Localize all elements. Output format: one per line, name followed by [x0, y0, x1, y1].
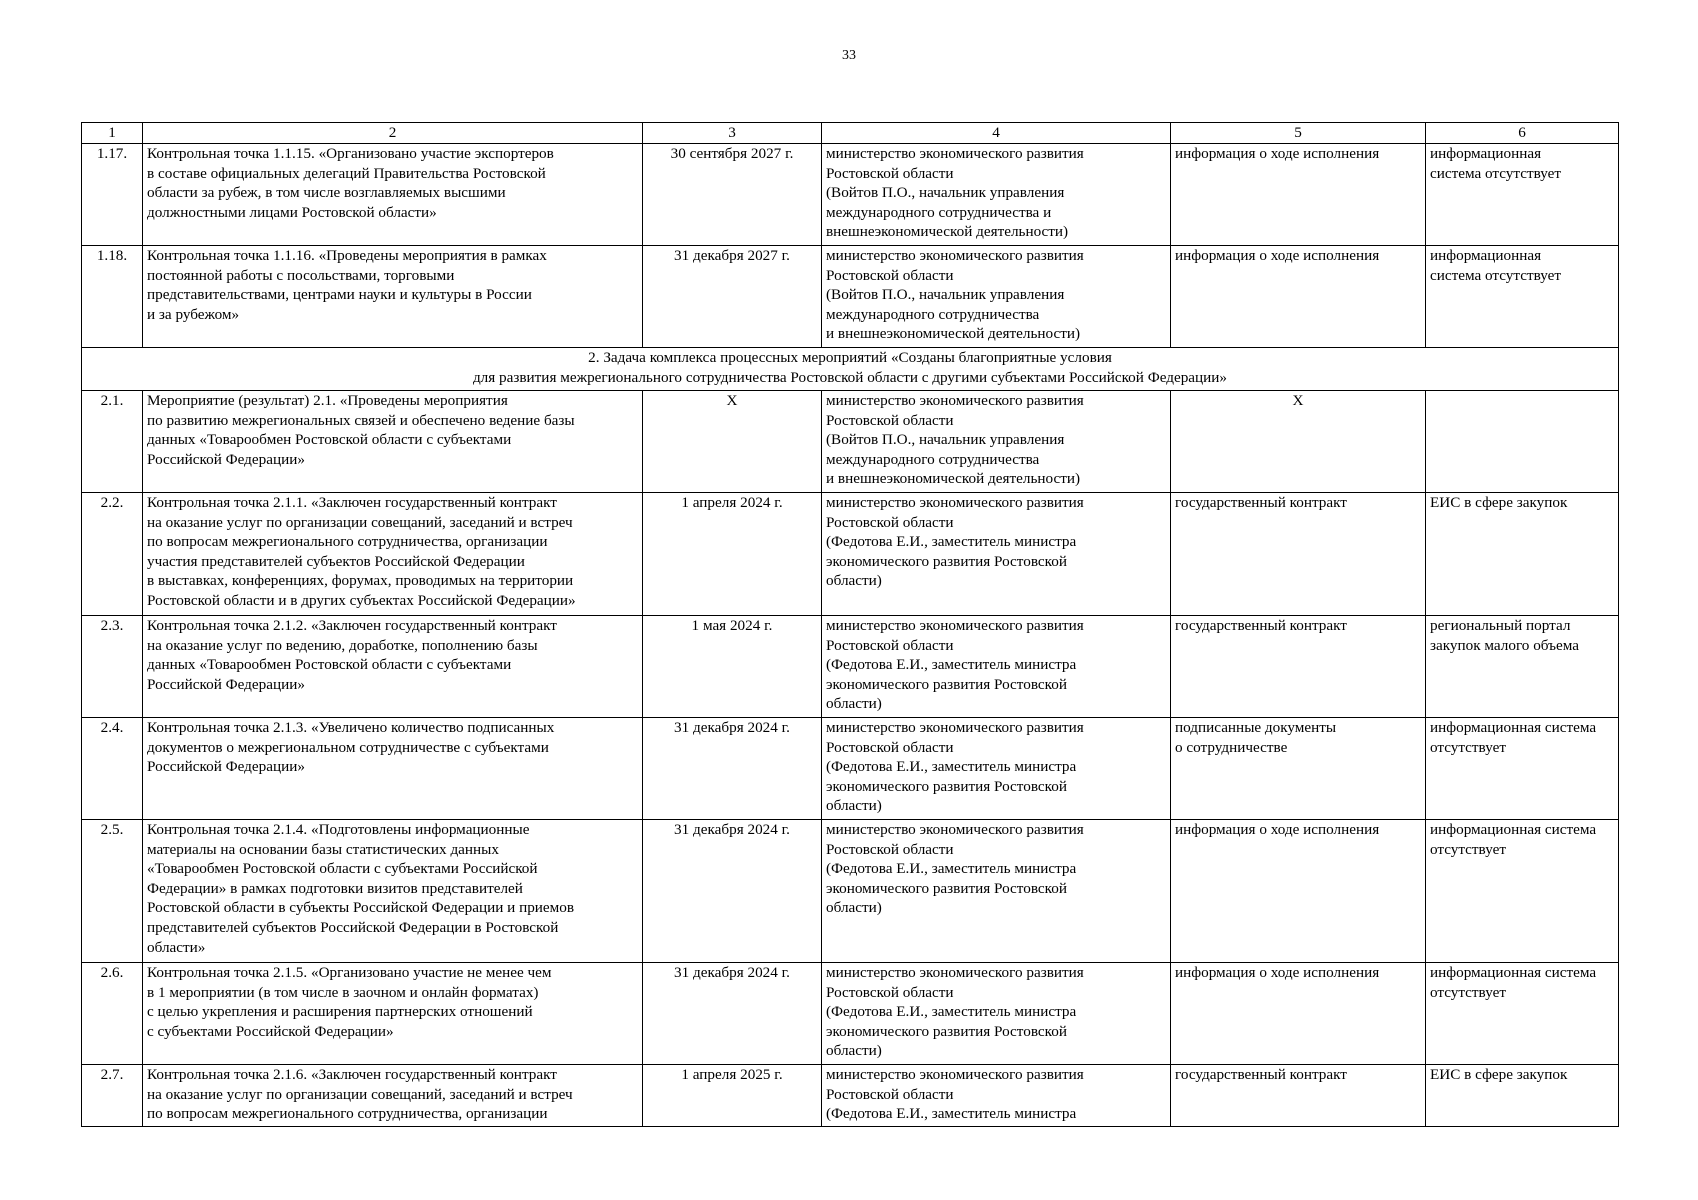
column-header: 3	[643, 123, 822, 144]
event-name: Мероприятие (результат) 2.1. «Проведены мероприятия по развитию межрегиональных связей и обеспечено ведение базы данных «Товарообмен Ростовской области с субъектами Российской Федерации»	[143, 391, 643, 493]
row-number: 1.17.	[82, 144, 143, 246]
row-number: 2.3.	[82, 616, 143, 718]
event-name: Контрольная точка 2.1.5. «Организовано участие не менее чем в 1 мероприятии (в том числе в заочном и онлайн форматах) с целью укрепления и расширения партнерских отношений с субъектами Российской Федерации»	[143, 963, 643, 1065]
confirming-document: информация о ходе исполнения	[1171, 246, 1426, 348]
deadline: 31 декабря 2024 г.	[643, 820, 822, 963]
section-heading-row	[82, 348, 1619, 391]
column-header: 1	[82, 123, 143, 144]
deadline: Х	[643, 391, 822, 493]
deadline: 1 мая 2024 г.	[643, 616, 822, 718]
information-system: информационная система отсутствует	[1426, 144, 1619, 246]
information-system: информационная система отсутствует	[1426, 963, 1619, 1065]
event-name: Контрольная точка 2.1.3. «Увеличено количество подписанных документов о межрегиональном сотрудничестве с субъектами Российской Федерации»	[143, 718, 643, 820]
deadline: 31 декабря 2027 г.	[643, 246, 822, 348]
responsible-executor: министерство экономического развития Ростовской области (Федотова Е.И., заместитель министра экономического развития Ростовской области)	[822, 616, 1171, 718]
deadline: 1 апреля 2025 г.	[643, 1065, 822, 1127]
information-system: информационная система отсутствует	[1426, 718, 1619, 820]
section-heading: 2. Задача комплекса процессных мероприятий «Созданы благоприятные условия для развития межрегионального сотрудничества Ростовской области с другими субъектами Российской Федерации»	[82, 348, 1619, 391]
column-header: 2	[143, 123, 643, 144]
responsible-executor: министерство экономического развития Ростовской области (Федотова Е.И., заместитель министра экономического развития Ростовской области)	[822, 493, 1171, 616]
information-system: информационная система отсутствует	[1426, 820, 1619, 963]
column-header: 5	[1171, 123, 1426, 144]
responsible-executor: министерство экономического развития Ростовской области (Федотова Е.И., заместитель министра экономического развития Ростовской области)	[822, 963, 1171, 1065]
page-number: 33	[842, 48, 856, 63]
table-row	[82, 963, 1619, 1065]
deadline: 30 сентября 2027 г.	[643, 144, 822, 246]
confirming-document: государственный контракт	[1171, 493, 1426, 616]
table-row	[82, 718, 1619, 820]
event-name: Контрольная точка 2.1.2. «Заключен государственный контракт на оказание услуг по ведению, доработке, пополнению базы данных «Товарообмен Ростовской области с субъектами Российской Федерации»	[143, 616, 643, 718]
event-name: Контрольная точка 2.1.1. «Заключен государственный контракт на оказание услуг по организации совещаний, заседаний и встреч по вопросам межрегионального сотрудничества, организации участия представителей субъектов Российской Федерации в выставках, конференциях, форумах, проводимых на территории Ростовской области и в других субъектах Российской Федерации»	[143, 493, 643, 616]
table-row	[82, 1065, 1619, 1127]
confirming-document: государственный контракт	[1171, 1065, 1426, 1127]
responsible-executor: министерство экономического развития Ростовской области (Федотова Е.И., заместитель министра экономического развития Ростовской области)	[822, 820, 1171, 963]
event-name: Контрольная точка 2.1.4. «Подготовлены информационные материалы на основании базы статистических данных «Товарообмен Ростовской области с субъектами Российской Федерации» в рамках подготовки визитов представителей Ростовской области в субъекты Российской Федерации и приемов представителей субъектов Российской Федерации в Ростовской области»	[143, 820, 643, 963]
event-name: Контрольная точка 2.1.6. «Заключен государственный контракт на оказание услуг по организации совещаний, заседаний и встреч по вопросам межрегионального сотрудничества, организации	[143, 1065, 643, 1127]
information-system: региональный портал закупок малого объема	[1426, 616, 1619, 718]
confirming-document: информация о ходе исполнения	[1171, 820, 1426, 963]
responsible-executor: министерство экономического развития Ростовской области (Войтов П.О., начальник управления международного сотрудничества и внешнеэкономической деятельности)	[822, 391, 1171, 493]
row-number: 2.2.	[82, 493, 143, 616]
table-row	[82, 820, 1619, 963]
table-header-row	[82, 123, 1619, 144]
confirming-document: подписанные документы о сотрудничестве	[1171, 718, 1426, 820]
event-name: Контрольная точка 1.1.16. «Проведены мероприятия в рамках постоянной работы с посольствами, торговыми представительствами, центрами науки и культуры в России и за рубежом»	[143, 246, 643, 348]
responsible-executor: министерство экономического развития Ростовской области (Войтов П.О., начальник управления международного сотрудничества и внешнеэкономической деятельности)	[822, 144, 1171, 246]
confirming-document: информация о ходе исполнения	[1171, 963, 1426, 1065]
row-number: 2.7.	[82, 1065, 143, 1127]
event-name: Контрольная точка 1.1.15. «Организовано участие экспортеров в составе официальных делегаций Правительства Ростовской области за рубеж, в том числе возглавляемых высшими должностными лицами Ростовской области»	[143, 144, 643, 246]
row-number: 2.1.	[82, 391, 143, 493]
table-row	[82, 616, 1619, 718]
confirming-document: государственный контракт	[1171, 616, 1426, 718]
responsible-executor: министерство экономического развития Ростовской области (Федотова Е.И., заместитель министра экономического развития Ростовской области)	[822, 718, 1171, 820]
table-row	[82, 144, 1619, 246]
information-system: информационная система отсутствует	[1426, 246, 1619, 348]
row-number: 1.18.	[82, 246, 143, 348]
confirming-document: информация о ходе исполнения	[1171, 144, 1426, 246]
information-system: ЕИС в сфере закупок	[1426, 1065, 1619, 1127]
responsible-executor: министерство экономического развития Ростовской области (Федотова Е.И., заместитель министра	[822, 1065, 1171, 1127]
deadline: 1 апреля 2024 г.	[643, 493, 822, 616]
deadline: 31 декабря 2024 г.	[643, 963, 822, 1065]
column-header: 6	[1426, 123, 1619, 144]
information-system	[1426, 391, 1619, 493]
row-number: 2.4.	[82, 718, 143, 820]
table-row	[82, 246, 1619, 348]
table-row	[82, 493, 1619, 616]
row-number: 2.5.	[82, 820, 143, 963]
row-number: 2.6.	[82, 963, 143, 1065]
column-header: 4	[822, 123, 1171, 144]
confirming-document: Х	[1171, 391, 1426, 493]
table-row	[82, 391, 1619, 493]
responsible-executor: министерство экономического развития Ростовской области (Войтов П.О., начальник управления международного сотрудничества и внешнеэкономической деятельности)	[822, 246, 1171, 348]
deadline: 31 декабря 2024 г.	[643, 718, 822, 820]
plan-table	[81, 122, 1619, 1127]
information-system: ЕИС в сфере закупок	[1426, 493, 1619, 616]
